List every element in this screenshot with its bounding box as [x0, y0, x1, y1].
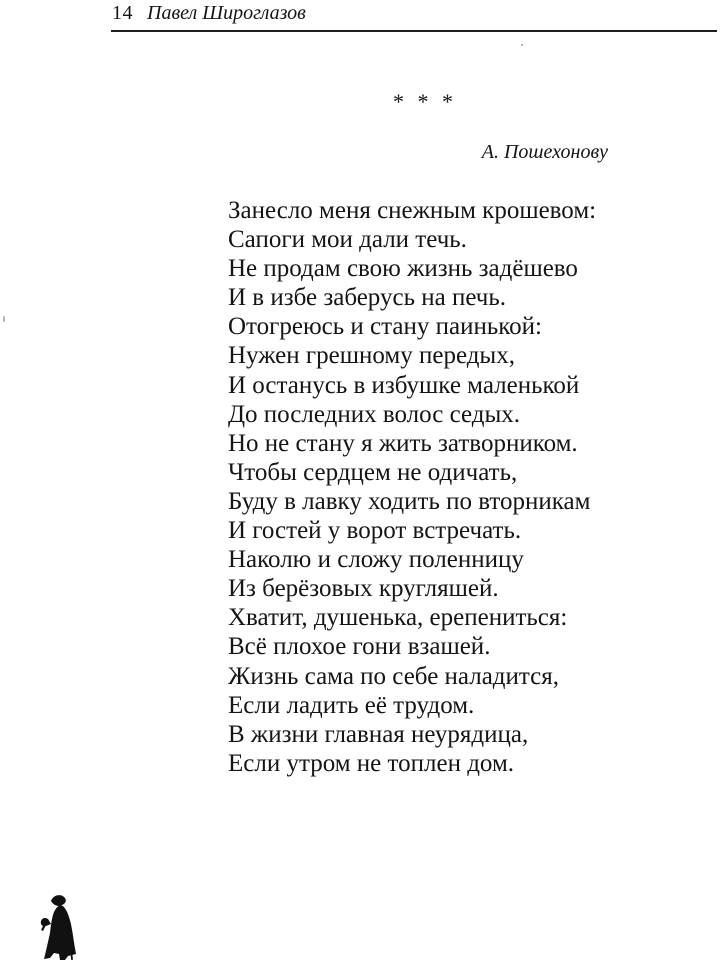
poem-line: Занесло меня снежным крошевом: [228, 197, 597, 224]
header-rule [111, 30, 717, 32]
running-head [112, 1, 716, 25]
poem-text [228, 196, 596, 778]
poem-line: Отогреюсь и стану паинькой: [228, 313, 542, 341]
poem-line: Если ладить её трудом. [228, 691, 475, 719]
poem-line: Всё плохое гони взашей. [228, 633, 491, 661]
poem-line: Нужен грешному передых, [228, 342, 515, 370]
poem-line: Буду в лавку ходить по вторникам [228, 487, 591, 515]
poem-line: И гостей у ворот встречать. [228, 517, 522, 545]
poem-line: И останусь в избушке маленькой [228, 371, 580, 399]
poem-line: Из берёзовых кругляшей. [228, 575, 499, 603]
page-number: 14 [112, 2, 133, 24]
poem-line: До последних волос седых. [228, 400, 521, 428]
poem-line: В жизни главная неурядица, [228, 720, 529, 748]
pilgrim-silhouette-icon [34, 889, 82, 960]
poem-line: Не продам свою жизнь задёшево [228, 255, 578, 283]
paper-speck [521, 44, 523, 46]
poem-line: Но не стану я жить затворником. [228, 429, 578, 457]
poem-line: Чтобы сердцем не одичать, [228, 458, 518, 486]
poem-line: Хватит, душенька, ерепениться: [228, 604, 568, 632]
poem-line: Жизнь сама по себе наладится, [228, 662, 559, 690]
running-head-author: Павел Широглазов [147, 2, 306, 24]
paper-speck [3, 316, 5, 322]
poem-line: Наколю и сложу поленницу [228, 546, 524, 574]
section-separator: * * * [393, 89, 457, 114]
poem-line: Сапоги мои дали течь. [228, 226, 467, 254]
dedication: А. Пошехонову [481, 141, 608, 163]
poem-line: Если утром не топлен дом. [228, 749, 515, 777]
poem-line: И в избе заберусь на печь. [228, 284, 507, 312]
